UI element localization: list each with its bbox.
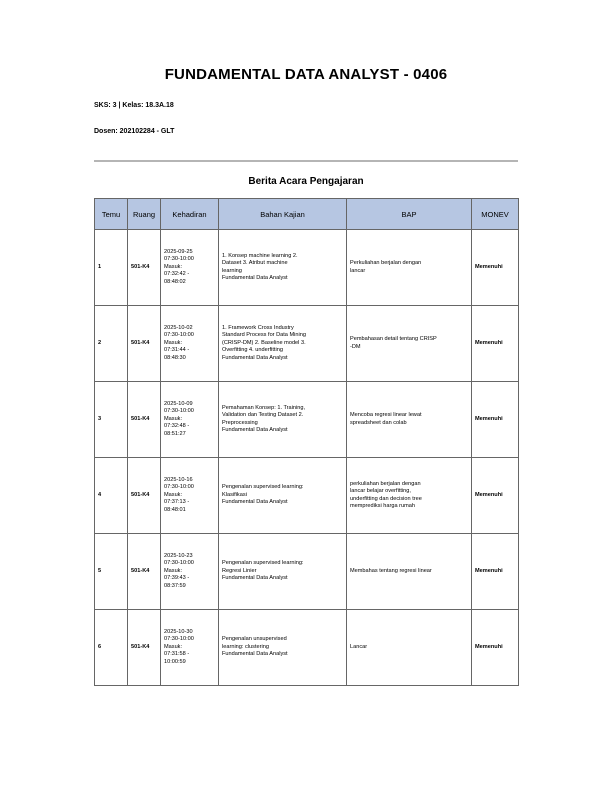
cell-kehadiran-line: Masuk: bbox=[164, 415, 183, 422]
cell-bap-line: Lancar bbox=[350, 643, 368, 650]
header-temu: Temu bbox=[95, 199, 128, 230]
cell-bap bbox=[347, 534, 472, 610]
cell-monev: Memenuhi bbox=[472, 230, 519, 306]
cell-temu: 5 bbox=[95, 534, 128, 610]
table-row bbox=[95, 230, 519, 306]
cell-bahan-kajian-line: Pemahaman Konsep: 1. Training, bbox=[222, 404, 306, 411]
cell-bap bbox=[347, 306, 472, 382]
table-row bbox=[95, 458, 519, 534]
cell-bap-line: -DM bbox=[350, 343, 361, 350]
cell-bap-line: Membahas tentang regresi linear bbox=[350, 567, 432, 574]
cell-kehadiran-line: 08:48:30 bbox=[164, 354, 186, 361]
cell-kehadiran-line: 2025-10-23 bbox=[164, 552, 193, 559]
cell-kehadiran-line: 07:30-10:00 bbox=[164, 256, 194, 263]
berita-acara-table bbox=[94, 198, 519, 686]
cell-kehadiran-line: 07:30-10:00 bbox=[164, 636, 194, 643]
cell-monev: Memenuhi bbox=[472, 458, 519, 534]
table-row bbox=[95, 610, 519, 686]
cell-kehadiran-line: 2025-09-25 bbox=[164, 248, 193, 255]
cell-bahan-kajian-line: Regresi Linier bbox=[222, 567, 257, 574]
cell-kehadiran-line: Masuk: bbox=[164, 567, 183, 574]
header-bahan-kajian: Bahan Kajian bbox=[219, 199, 347, 230]
cell-temu: 4 bbox=[95, 458, 128, 534]
cell-bap bbox=[347, 230, 472, 306]
table-row bbox=[95, 534, 519, 610]
cell-kehadiran-line: 07:30-10:00 bbox=[164, 484, 194, 491]
sks-kelas-info: SKS: 3 | Kelas: 18.3A.18 bbox=[94, 102, 174, 109]
cell-kehadiran-line: 08:37:59 bbox=[164, 582, 186, 589]
cell-kehadiran bbox=[161, 382, 219, 458]
cell-kehadiran-line: Masuk: bbox=[164, 643, 183, 650]
cell-kehadiran bbox=[161, 534, 219, 610]
cell-bap-line: lancar belajar overfitting, bbox=[350, 488, 411, 495]
section-title: Berita Acara Pengajaran bbox=[248, 176, 364, 187]
cell-bahan-kajian-line: Pengenalan supervised learning: bbox=[222, 560, 304, 567]
header-ruang: Ruang bbox=[128, 199, 161, 230]
cell-kehadiran-line: 07:31:58 - bbox=[164, 651, 190, 658]
table-row bbox=[95, 306, 519, 382]
cell-bahan-kajian-line: Klasifikasi bbox=[222, 491, 247, 498]
cell-bahan-kajian-line: Fundamental Data Analyst bbox=[222, 426, 288, 433]
cell-bahan-kajian-line: Overfitting 4. underfitting bbox=[222, 347, 283, 354]
cell-kehadiran-line: 10:00:59 bbox=[164, 658, 186, 665]
cell-kehadiran-line: 08:51:27 bbox=[164, 430, 186, 437]
cell-bap-line: Pembahasan detail tentang CRISP bbox=[350, 336, 437, 343]
cell-temu: 1 bbox=[95, 230, 128, 306]
cell-bahan-kajian-line: Fundamental Data Analyst bbox=[222, 651, 288, 658]
cell-bap bbox=[347, 610, 472, 686]
cell-kehadiran-line: 07:30-10:00 bbox=[164, 408, 194, 415]
cell-bahan-kajian bbox=[219, 306, 347, 382]
dosen-info: Dosen: 202102284 - GLT bbox=[94, 128, 175, 135]
cell-bahan-kajian-line: Fundamental Data Analyst bbox=[222, 499, 288, 506]
cell-bap-line: Perkuliahan berjalan dengan bbox=[350, 260, 422, 267]
cell-bap bbox=[347, 458, 472, 534]
cell-kehadiran-line: 2025-10-30 bbox=[164, 628, 193, 635]
cell-monev: Memenuhi bbox=[472, 534, 519, 610]
cell-kehadiran bbox=[161, 610, 219, 686]
cell-bahan-kajian bbox=[219, 458, 347, 534]
cell-kehadiran-line: 08:48:01 bbox=[164, 506, 186, 513]
cell-kehadiran-line: 07:30-10:00 bbox=[164, 332, 194, 339]
cell-ruang: 501-K4 bbox=[128, 458, 161, 534]
cell-bahan-kajian-line: Pengenalan unsupervised bbox=[222, 636, 287, 643]
cell-bahan-kajian bbox=[219, 534, 347, 610]
cell-kehadiran-line: 07:31:44 - bbox=[164, 347, 190, 354]
cell-ruang: 501-K4 bbox=[128, 306, 161, 382]
cell-bahan-kajian-line: Preprocessing bbox=[222, 419, 258, 426]
cell-kehadiran bbox=[161, 230, 219, 306]
cell-kehadiran-line: 07:32:48 - bbox=[164, 423, 190, 430]
cell-bahan-kajian-line: 1. Konsep machine learning 2. bbox=[222, 252, 298, 259]
cell-monev: Memenuhi bbox=[472, 382, 519, 458]
cell-kehadiran-line: Masuk: bbox=[164, 491, 183, 498]
header-bap: BAP bbox=[347, 199, 472, 230]
table-header-row bbox=[95, 199, 519, 230]
cell-bahan-kajian bbox=[219, 230, 347, 306]
cell-bahan-kajian bbox=[219, 382, 347, 458]
cell-bahan-kajian bbox=[219, 610, 347, 686]
cell-ruang: 501-K4 bbox=[128, 534, 161, 610]
cell-kehadiran-line: Masuk: bbox=[164, 263, 183, 270]
cell-bahan-kajian-line: Standard Process for Data Mining bbox=[222, 332, 306, 339]
cell-bahan-kajian-line: learning: clustering bbox=[222, 643, 269, 650]
cell-bap-line: Mencoba regresi linear lewat bbox=[350, 412, 422, 419]
cell-bap bbox=[347, 382, 472, 458]
header-kehadiran: Kehadiran bbox=[161, 199, 219, 230]
cell-ruang: 501-K4 bbox=[128, 230, 161, 306]
cell-bahan-kajian-line: learning bbox=[222, 267, 242, 274]
cell-kehadiran-line: 07:39:43 - bbox=[164, 575, 190, 582]
cell-ruang: 501-K4 bbox=[128, 382, 161, 458]
cell-bap-line: perkuliahan berjalan dengan bbox=[350, 480, 421, 487]
cell-bap-line: lancar bbox=[350, 267, 366, 274]
cell-bahan-kajian-line: Pengenalan supervised learning: bbox=[222, 484, 304, 491]
cell-kehadiran-line: 2025-10-09 bbox=[164, 400, 193, 407]
cell-bahan-kajian-line: 1. Framework Cross Industry bbox=[222, 324, 294, 331]
cell-kehadiran-line: 2025-10-16 bbox=[164, 476, 193, 483]
cell-monev: Memenuhi bbox=[472, 306, 519, 382]
cell-bahan-kajian-line: Fundamental Data Analyst bbox=[222, 354, 288, 361]
header-monev: MONEV bbox=[472, 199, 519, 230]
cell-temu: 6 bbox=[95, 610, 128, 686]
cell-temu: 3 bbox=[95, 382, 128, 458]
cell-bahan-kajian-line: (CRISP-DM) 2. Baseline model 3. bbox=[222, 339, 306, 346]
cell-kehadiran bbox=[161, 306, 219, 382]
cell-bap-line: underfitting dan decision tree bbox=[350, 495, 422, 502]
cell-bahan-kajian-line: Fundamental Data Analyst bbox=[222, 274, 288, 281]
cell-kehadiran-line: 07:32:42 - bbox=[164, 271, 190, 278]
cell-temu: 2 bbox=[95, 306, 128, 382]
cell-kehadiran-line: Masuk: bbox=[164, 339, 183, 346]
table-row bbox=[95, 382, 519, 458]
cell-kehadiran-line: 08:48:02 bbox=[164, 278, 186, 285]
cell-bap-line: memprediksi harga rumah bbox=[350, 502, 415, 509]
table-body bbox=[95, 230, 519, 686]
section-divider bbox=[94, 160, 518, 162]
cell-kehadiran-line: 07:30-10:00 bbox=[164, 560, 194, 567]
cell-bahan-kajian-line: Dataset 3. Atribut machine bbox=[222, 260, 288, 267]
cell-monev: Memenuhi bbox=[472, 610, 519, 686]
cell-kehadiran-line: 07:37:13 - bbox=[164, 499, 190, 506]
cell-kehadiran-line: 2025-10-02 bbox=[164, 324, 193, 331]
cell-bahan-kajian-line: Fundamental Data Analyst bbox=[222, 575, 288, 582]
document-title: FUNDAMENTAL DATA ANALYST - 0406 bbox=[164, 66, 448, 83]
cell-kehadiran bbox=[161, 458, 219, 534]
cell-bap-line: spreadsheet dan colab bbox=[350, 419, 407, 426]
cell-bahan-kajian-line: Validation dan Testing Dataset 2. bbox=[222, 412, 304, 419]
cell-ruang: 501-K4 bbox=[128, 610, 161, 686]
